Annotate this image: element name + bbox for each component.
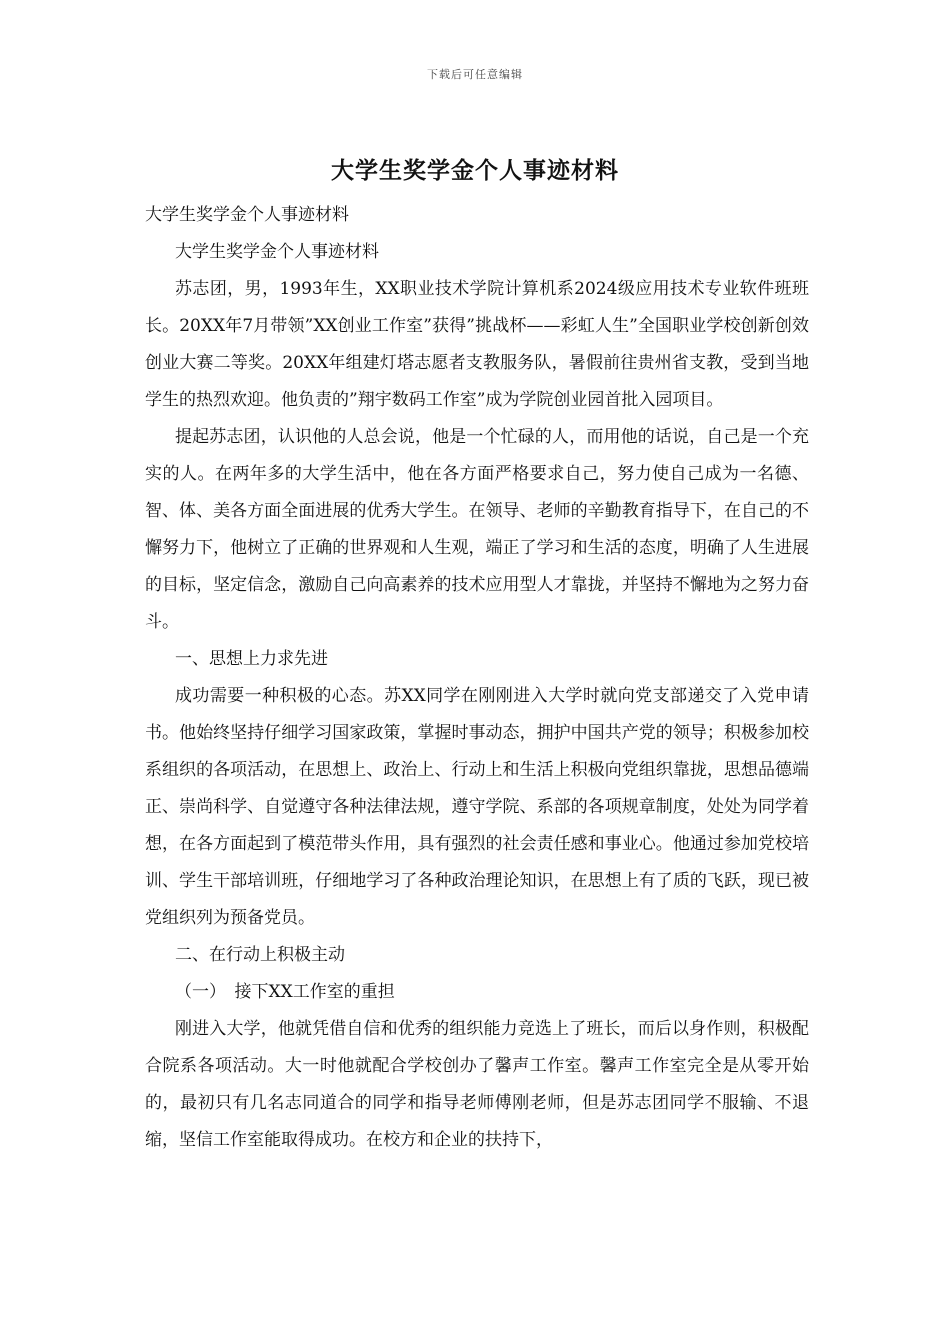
paragraph-intro: 苏志团，男，1993年生，XX职业技术学院计算机系2024级应用技术专业软件班班长。20XX年7月带领”XX创业工作室”获得”挑战杯——彩虹人生”全国职业学校创新创效创业大赛二等奖。20XX年组建灯塔志愿者支教服务队，暑假前往贵州省支教，受到当地学生的热烈欢迎。他负责的”翔宇数码工作室”成为学院创业园首批入园项目。 (145, 279, 809, 410)
section-heading-2: 二、在行动上积极主动 (175, 945, 345, 965)
document-title: 大学生奖学金个人事迹材料 (331, 157, 619, 184)
page-header-note: 下载后可任意编辑 (427, 68, 523, 81)
document-body (145, 197, 809, 1159)
subsection-heading-1: （一） 接下XX工作室的重担 (175, 982, 395, 1002)
paragraph-subsection-1: 刚进入大学，他就凭借自信和优秀的组织能力竞选上了班长，而后以身作则，积极配合院系各项活动。大一时他就配合学校创办了馨声工作室。馨声工作室完全是从零开始的，最初只有几名志同道合的同学和指导老师傅刚老师，但是苏志团同学不服输、不退缩，坚信工作室能取得成功。在校方和企业的扶持下， (145, 1019, 809, 1150)
paragraph-repeat-title-1: 大学生奖学金个人事迹材料 (145, 205, 349, 225)
paragraph-overview: 提起苏志团，认识他的人总会说，他是一个忙碌的人，而用他的话说，自己是一个充实的人。在两年多的大学生活中，他在各方面严格要求自己，努力使自己成为一名德、智、体、美各方面全面进展的优秀大学生。在领导、老师的辛勤教育指导下，在自己的不懈努力下，他树立了正确的世界观和人生观，端正了学习和生活的态度，明确了人生进展的目标，坚定信念，激励自己向高素养的技术应用型人才靠拢，并坚持不懈地为之努力奋斗。 (145, 427, 809, 632)
paragraph-section-1: 成功需要一种积极的心态。苏XX同学在刚刚进入大学时就向党支部递交了入党申请书。他始终坚持仔细学习国家政策，掌握时事动态，拥护中国共产党的领导；积极参加校系组织的各项活动，在思想上、政治上、行动上和生活上积极向党组织靠拢，思想品德端正、崇尚科学、自觉遵守各种法律法规，遵守学院、系部的各项规章制度，处处为同学着想，在各方面起到了模范带头作用，具有强烈的社会责任感和事业心。他通过参加党校培训、学生干部培训班，仔细地学习了各种政治理论知识，在思想上有了质的飞跃，现已被党组织列为预备党员。 (145, 686, 809, 928)
section-heading-1: 一、思想上力求先进 (175, 649, 328, 669)
paragraph-repeat-title-2: 大学生奖学金个人事迹材料 (175, 242, 379, 262)
